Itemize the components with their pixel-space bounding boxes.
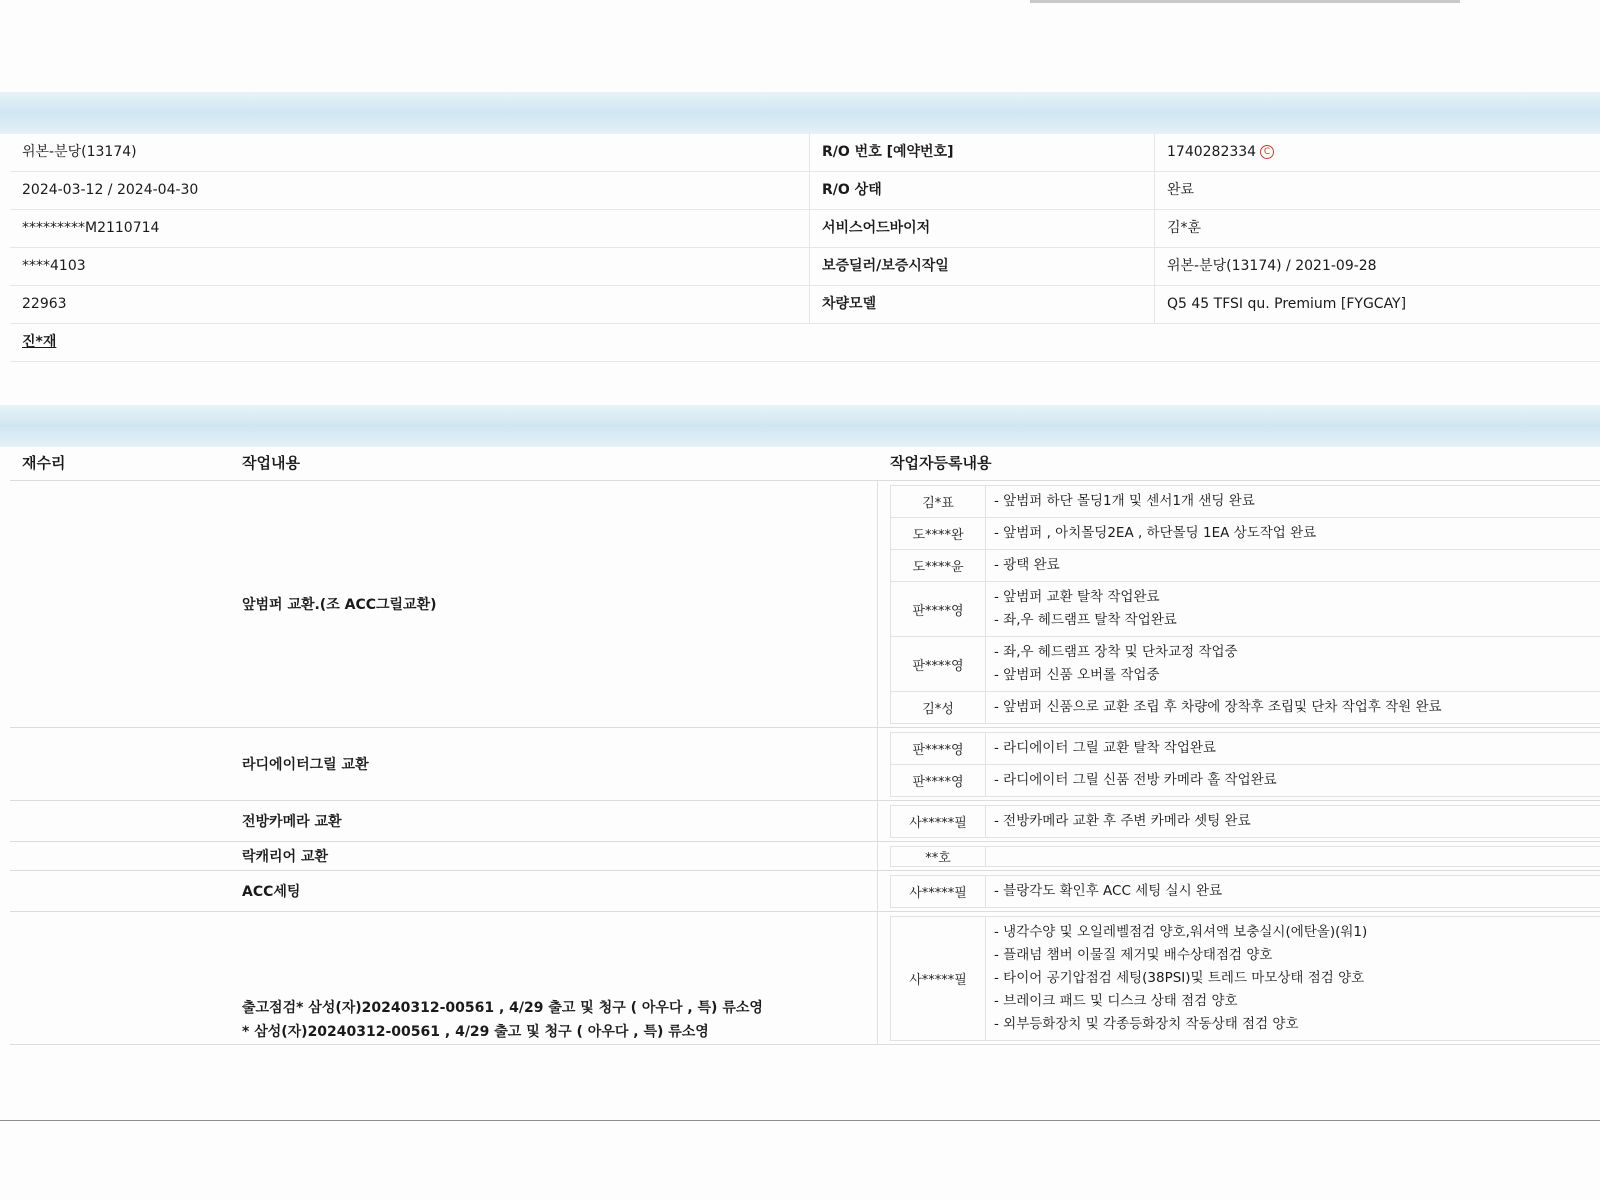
task-text-block: [242, 996, 763, 1044]
worker-name: **호: [891, 847, 986, 866]
top-edge-line: [1030, 0, 1460, 3]
worker-name: 판****영: [891, 582, 986, 636]
note-line: - 라디에이터 그릴 교환 탈착 작업완료: [994, 740, 1216, 756]
worker-entry: [890, 875, 1600, 908]
page-bottom-line: [0, 1120, 1600, 1121]
note-line: - 플래넘 챔버 이물질 제거및 배수상태점검 양호: [994, 947, 1273, 963]
note-line: - 블랑각도 확인후 ACC 세팅 실시 완료: [994, 883, 1223, 899]
task-label: 락캐리어 교환: [242, 849, 329, 865]
worker-notes: [986, 486, 1600, 517]
task-label: 출고점검* 삼성(자)20240312-00561 , 4/29 출고 및 청구 ( 아우다 , 특) 류소영: [242, 1000, 763, 1016]
worker-notes: [986, 518, 1600, 549]
worker-notes: [986, 876, 1600, 907]
info-value: 위본-분당(13174) / 2021-09-28: [1167, 258, 1377, 274]
task-text-block: [242, 881, 300, 901]
section-band-work: [0, 405, 1600, 447]
vehicle-info-grid: [10, 134, 1600, 362]
worker-notes: [986, 550, 1600, 581]
info-label: 보증딜러/보증시작일: [810, 248, 1155, 285]
info-row: [10, 210, 1600, 248]
worker-entry: [890, 485, 1600, 518]
work-group: [10, 871, 1600, 912]
work-group: [10, 728, 1600, 801]
info-row: [10, 324, 1600, 362]
worker-notes-cell: [878, 842, 1600, 870]
worker-notes: [986, 582, 1600, 636]
info-value: 완료: [1167, 182, 1195, 198]
task-cell: [230, 481, 878, 727]
worker-notes-cell: [878, 801, 1600, 841]
info-left-value: ****4103: [10, 248, 810, 285]
info-left-value: *********M2110714: [10, 210, 810, 247]
note-line: - 전방카메라 교환 후 주변 카메라 셋팅 완료: [994, 813, 1251, 829]
task-label: ACC세팅: [242, 884, 301, 900]
task-text-block: [242, 594, 437, 614]
info-label: 차량모델: [810, 286, 1155, 323]
worker-notes-cell: [878, 871, 1600, 911]
worker-name: 판****영: [891, 637, 986, 691]
worker-name: 도****윤: [891, 550, 986, 581]
worker-notes: [986, 637, 1600, 691]
task-cell: [230, 728, 878, 800]
note-line: - 냉각수양 및 오일레벨점검 양호,워셔액 보충실시(에탄올)(워1): [994, 924, 1368, 940]
worker-notes: [986, 733, 1600, 764]
note-line: - 앞범퍼 신품으로 교환 조립 후 차량에 장착후 조립및 단차 작업후 작원 완료: [994, 699, 1442, 715]
worker-name: 김*성: [891, 692, 986, 723]
section-band-vehicle-info: [0, 92, 1600, 134]
task-text-block: [242, 754, 369, 774]
note-line: - 앞범퍼 신품 오버롤 작업중: [994, 667, 1160, 683]
info-row: [10, 248, 1600, 286]
repair-cell: [10, 842, 230, 870]
note-line: - 좌,우 헤드램프 탈착 작업완료: [994, 612, 1177, 628]
info-label: R/O 번호 [예약번호]: [810, 134, 1155, 171]
work-table-header: [10, 446, 1600, 481]
worker-notes-cell: [878, 481, 1600, 727]
info-row: [10, 134, 1600, 172]
task-label: 앞범퍼 교환.(조 ACC그릴교환): [242, 597, 437, 613]
note-line: - 앞범퍼 , 아치몰딩2EA , 하단몰딩 1EA 상도작업 완료: [994, 525, 1317, 541]
copy-icon[interactable]: C: [1260, 145, 1274, 159]
worker-entry: [890, 517, 1600, 550]
worker-entry: [890, 549, 1600, 582]
repair-cell: [10, 871, 230, 911]
task-cell: [230, 871, 878, 911]
worker-entry: [890, 691, 1600, 724]
header-repair: 재수리: [22, 454, 66, 472]
task-text-block: [242, 811, 342, 831]
worker-name: 판****영: [891, 733, 986, 764]
note-line: - 좌,우 헤드램프 장착 및 단차교정 작업중: [994, 644, 1238, 660]
worker-entry: [890, 916, 1600, 1041]
info-value: Q5 45 TFSI qu. Premium [FYGCAY]: [1167, 296, 1407, 312]
repair-cell: [10, 912, 230, 1044]
task-cell: [230, 801, 878, 841]
info-value: [1155, 134, 1600, 171]
worker-entry: [890, 805, 1600, 838]
info-label: R/O 상태: [810, 172, 1155, 209]
note-line: - 앞범퍼 하단 몰딩1개 및 센서1개 샌딩 완료: [994, 493, 1255, 509]
repair-cell: [10, 728, 230, 800]
work-groups: [10, 481, 1600, 1045]
work-group: [10, 801, 1600, 842]
info-left-value: 22963: [10, 286, 810, 323]
worker-notes: [986, 692, 1600, 723]
task-label: 전방카메라 교환: [242, 814, 342, 830]
note-line: - 브레이크 패드 및 디스크 상태 점검 양호: [994, 993, 1238, 1009]
worker-entry: [890, 846, 1600, 867]
task-cell: [230, 912, 878, 1044]
work-group: [10, 481, 1600, 728]
work-table: [10, 446, 1600, 1064]
worker-notes: [986, 917, 1600, 1040]
info-left-value: 위본-분당(13174): [10, 134, 810, 171]
worker-entry: [890, 764, 1600, 797]
info-row: [10, 172, 1600, 210]
info-value: 김*훈: [1167, 220, 1202, 236]
worker-notes-cell: [878, 728, 1600, 800]
note-line: - 외부등화장치 및 각종등화장치 작동상태 점검 양호: [994, 1016, 1299, 1032]
worker-entry: [890, 732, 1600, 765]
note-line: - 광택 완료: [994, 557, 1060, 573]
worker-name: 도****완: [891, 518, 986, 549]
header-worker-notes: 작업자등록내용: [890, 454, 992, 472]
repair-cell: [10, 801, 230, 841]
note-line: - 앞범퍼 교환 탈착 작업완료: [994, 589, 1160, 605]
ro-number: 1740282334: [1167, 144, 1257, 160]
work-group: [10, 842, 1600, 871]
task-label-continued: * 삼성(자)20240312-00561 , 4/29 출고 및 청구 ( 아우다 , 특) 류소영: [242, 1024, 709, 1040]
info-left-value: 2024-03-12 / 2024-04-30: [10, 172, 810, 209]
task-cell: [230, 842, 878, 870]
worker-name: 사*****필: [891, 917, 986, 1040]
worker-name: 사*****필: [891, 806, 986, 837]
repair-cell: [10, 481, 230, 727]
note-line: - 라디에이터 그릴 신품 전방 카메라 홀 작업완료: [994, 772, 1277, 788]
worker-notes: [986, 847, 1600, 866]
worker-entry: [890, 581, 1600, 637]
info-label: 서비스어드바이저: [810, 210, 1155, 247]
info-left-value: [10, 324, 810, 361]
info-row: [10, 286, 1600, 324]
header-task: 작업내용: [242, 454, 300, 472]
note-line: - 타이어 공기압점검 세팅(38PSI)및 트레드 마모상태 점검 양호: [994, 970, 1365, 986]
worker-name: 사*****필: [891, 876, 986, 907]
worker-name: 판****영: [891, 765, 986, 796]
work-group: [10, 912, 1600, 1045]
worker-notes-cell: [878, 912, 1600, 1044]
worker-name: 김*표: [891, 486, 986, 517]
task-label: 라디에이터그릴 교환: [242, 757, 369, 773]
customer-name-link[interactable]: 진*재: [22, 334, 57, 350]
worker-notes: [986, 765, 1600, 796]
worker-notes: [986, 806, 1600, 837]
task-text-block: [242, 846, 328, 866]
worker-entry: [890, 636, 1600, 692]
